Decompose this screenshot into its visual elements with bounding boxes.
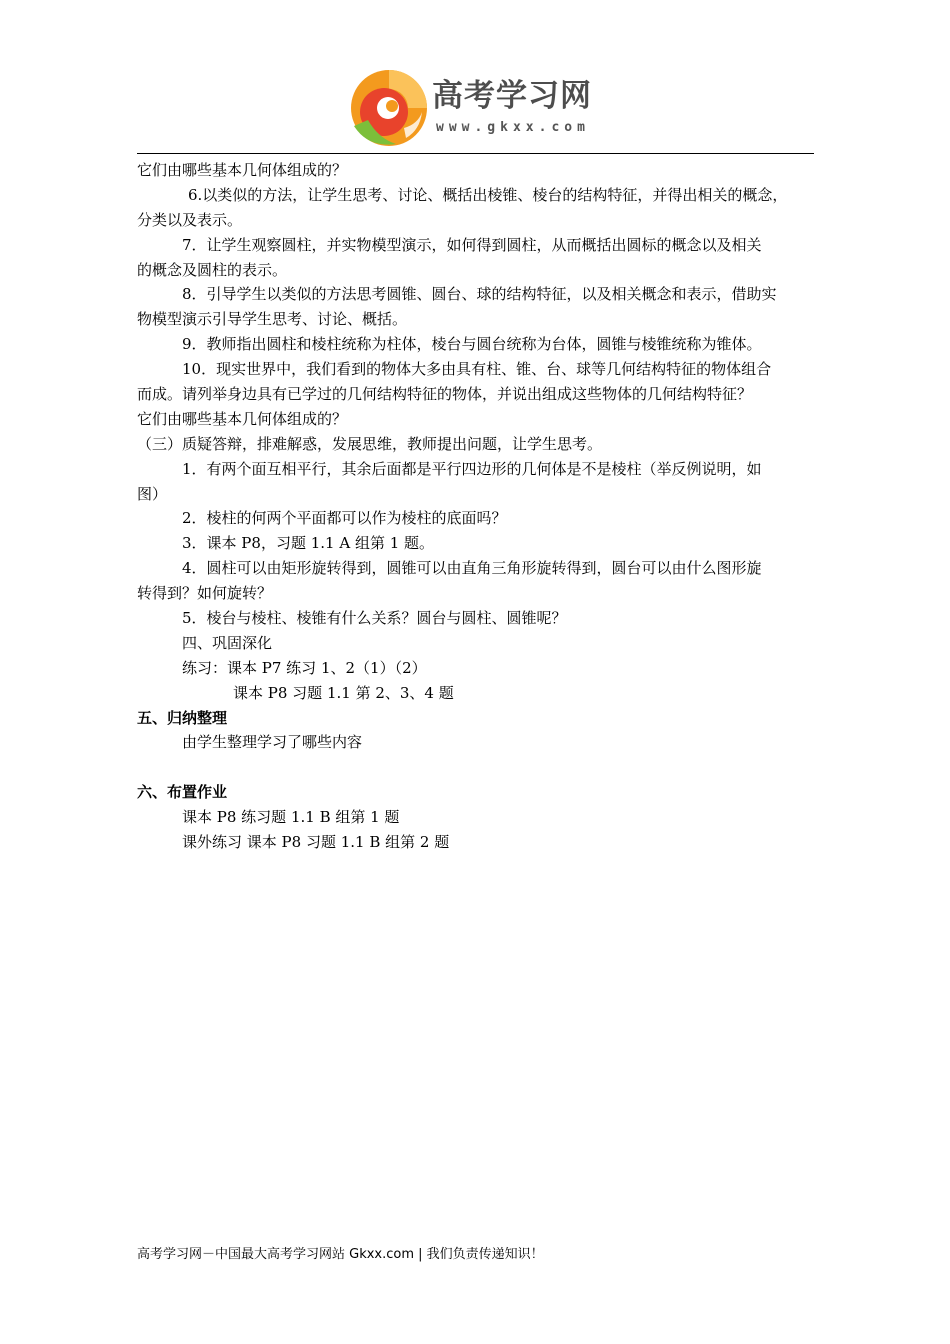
text-line: 7．让学生观察圆柱，并实物模型演示，如何得到圆柱，从而概括出圆标的概念以及相关 <box>182 235 762 254</box>
text-line: 8．引导学生以类似的方法思考圆锥、圆台、球的结构特征，以及相关概念和表示，借助实 <box>182 285 777 304</box>
gkxx-swirl-logo-icon <box>348 68 430 148</box>
header-divider <box>137 153 814 154</box>
exercise-line: 练习：课本 P7 练习 1、2（1）（2） <box>182 658 427 677</box>
question-item: 4．圆柱可以由矩形旋转得到，圆锥可以由直角三角形旋转得到，圆台可以由什么图形旋 <box>182 559 762 578</box>
text-line: 的概念及圆柱的表示。 <box>137 260 288 279</box>
page-footer: 高考学习网－中国最大高考学习网站 Gkxx.com | 我们负责传递知识！ <box>137 1247 544 1262</box>
text-line: 10．现实世界中，我们看到的物体大多由具有柱、锥、台、球等几何结构特征的物体组合 <box>182 360 772 379</box>
question-item: 5．棱台与棱柱、棱锥有什么关系？圆台与圆柱、圆锥呢？ <box>182 609 567 628</box>
text-line: 图） <box>137 484 168 503</box>
text-line: 它们由哪些基本几何体组成的？ <box>137 161 348 179</box>
question-item: 2．棱柱的何两个平面都可以作为棱柱的底面吗？ <box>182 509 507 528</box>
text-line: 它们由哪些基本几何体组成的？ <box>137 409 348 428</box>
brand-url: www.gkxx.com <box>436 120 590 135</box>
text-line: 分类以及表示。 <box>137 210 243 229</box>
text-line: 而成。请列举身边具有已学过的几何结构特征的物体，并说出组成这些物体的几何结构特征？ <box>137 385 753 404</box>
exercise-line: 课本 P8 习题 1.1 第 2、3、4 题 <box>233 683 454 702</box>
text-line: 物模型演示引导学生思考、讨论、概括。 <box>137 310 408 329</box>
text-line: 9．教师指出圆柱和棱柱统称为柱体，棱台与圆台统称为台体，圆锥与棱锥统称为锥体。 <box>182 335 762 354</box>
homework-line: 课外练习 课本 P8 习题 1.1 B 组第 2 题 <box>182 833 450 852</box>
text-line: 由学生整理学习了哪些内容 <box>182 733 363 752</box>
section-heading-5: 五、归纳整理 <box>137 708 228 727</box>
question-item: 3．课本 P8，习题 1.1 A 组第 1 题。 <box>182 534 435 553</box>
section-heading-3: （三）质疑答辩，排难解惑，发展思维，教师提出问题，让学生思考。 <box>137 434 603 453</box>
section-heading-6: 六、布置作业 <box>137 783 228 802</box>
homework-line: 课本 P8 练习题 1.1 B 组第 1 题 <box>182 808 400 827</box>
text-line: 6.以类似的方法，让学生思考、讨论、概括出棱锥、棱台的结构特征，并得出相关的概念， <box>188 185 788 204</box>
section-heading-4: 四、巩固深化 <box>182 633 273 652</box>
document-body <box>137 158 827 855</box>
text-line: 转得到？如何旋转？ <box>137 584 273 603</box>
blank-line <box>137 755 827 780</box>
question-item: 1．有两个面互相平行，其余后面都是平行四边形的几何体是不是棱柱（举反例说明，如 <box>182 459 762 478</box>
brand-name: 高考学习网 <box>432 78 592 114</box>
